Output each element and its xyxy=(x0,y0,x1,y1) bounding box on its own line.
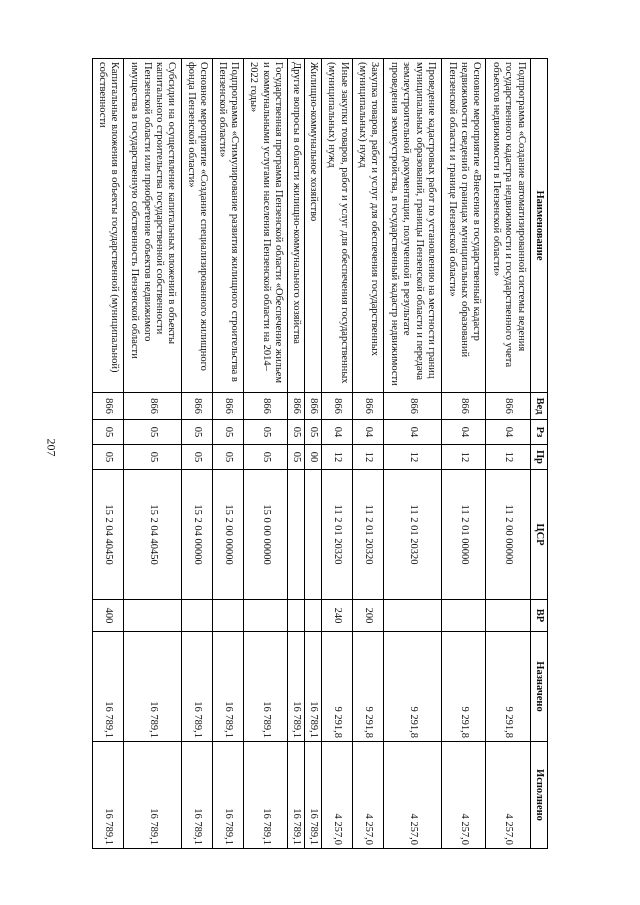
cell-name: Основное мероприятие «Внесение в государственный кадастр недвижимости сведений о границах муниципальных образований Пензенской области и границе Пензенской области» xyxy=(442,59,487,393)
cell-executed: 4 257,0 xyxy=(486,742,531,849)
cell-name: Проведение кадастровых работ по установлению на местности границ муниципальных образований, границы Пензенской области и передача землеустроительной документации, полученной в результате проведения землеустройства, в государственный кадастр недвижимости xyxy=(383,59,441,393)
cell-executed: 16 789,1 xyxy=(212,742,243,849)
cell-assigned: 9 291,8 xyxy=(442,632,487,742)
cell-pr: 05 xyxy=(288,445,305,470)
cell-csr xyxy=(288,470,305,600)
cell-rz: 05 xyxy=(182,420,213,445)
cell-csr: 11 2 00 00000 xyxy=(486,470,531,600)
cell-csr: 11 2 01 20320 xyxy=(322,470,353,600)
cell-pr: 12 xyxy=(353,445,384,470)
cell-executed: 4 257,0 xyxy=(383,742,441,849)
table-row xyxy=(212,59,243,849)
cell-pr: 12 xyxy=(486,445,531,470)
cell-assigned: 16 789,1 xyxy=(288,632,305,742)
table-row xyxy=(383,59,441,849)
page-number: 207 xyxy=(44,438,59,457)
cell-pr: 05 xyxy=(243,445,288,470)
cell-assigned: 16 789,1 xyxy=(93,632,124,742)
cell-name: Иные закупки товаров, работ и услуг для обеспечения государственных (муниципальных) нужд xyxy=(322,59,353,393)
cell-assigned: 16 789,1 xyxy=(182,632,213,742)
cell-ved: 866 xyxy=(383,393,441,420)
cell-name: Государственная программа Пензенской области «Обеспечение жильем и коммунальными услугами населения Пензенской области на 2014–2022 годы» xyxy=(243,59,288,393)
cell-vr: 240 xyxy=(322,600,353,632)
cell-pr: 05 xyxy=(93,445,124,470)
cell-name: Субсидии на осуществление капитальных вложений в объекты капитального строительства государственной собственности Пензенской области или приобретение объектов недвижимого имущества в государственную собственность Пензенской области xyxy=(123,59,181,393)
cell-vr xyxy=(123,600,181,632)
cell-csr: 15 2 04 40450 xyxy=(123,470,181,600)
cell-assigned: 16 789,1 xyxy=(243,632,288,742)
cell-csr: 11 2 01 00000 xyxy=(442,470,487,600)
cell-rz: 05 xyxy=(123,420,181,445)
cell-rz: 04 xyxy=(322,420,353,445)
cell-pr: 12 xyxy=(442,445,487,470)
table-row xyxy=(182,59,213,849)
header-name: Наименование xyxy=(531,59,548,393)
cell-executed: 16 789,1 xyxy=(182,742,213,849)
cell-vr xyxy=(243,600,288,632)
cell-name: Жилищно-коммунальное хозяйство xyxy=(305,59,322,393)
cell-executed: 4 257,0 xyxy=(442,742,487,849)
cell-executed: 16 789,1 xyxy=(123,742,181,849)
cell-ved: 866 xyxy=(212,393,243,420)
cell-name: Подпрограмма «Создание автоматизированной системы ведения государственного кадастра недвижимости и государственного учета объектов недвижимости в Пензенской области» xyxy=(486,59,531,393)
table-row xyxy=(243,59,288,849)
cell-rz: 05 xyxy=(212,420,243,445)
table-header-row xyxy=(531,59,548,849)
cell-pr: 12 xyxy=(383,445,441,470)
header-pr: Пр xyxy=(531,445,548,470)
cell-ved: 866 xyxy=(93,393,124,420)
cell-executed: 4 257,0 xyxy=(322,742,353,849)
cell-name: Другие вопросы в области жилищно-коммунального хозяйства xyxy=(288,59,305,393)
cell-assigned: 9 291,8 xyxy=(322,632,353,742)
cell-ved: 866 xyxy=(442,393,487,420)
cell-vr: 200 xyxy=(353,600,384,632)
cell-assigned: 16 789,1 xyxy=(123,632,181,742)
cell-ved: 866 xyxy=(486,393,531,420)
header-csr: ЦСР xyxy=(531,470,548,600)
cell-pr: 12 xyxy=(322,445,353,470)
cell-ved: 866 xyxy=(288,393,305,420)
cell-vr: 400 xyxy=(93,600,124,632)
cell-rz: 05 xyxy=(93,420,124,445)
cell-ved: 866 xyxy=(182,393,213,420)
cell-csr: 15 0 00 00000 xyxy=(243,470,288,600)
cell-vr xyxy=(288,600,305,632)
cell-rz: 04 xyxy=(442,420,487,445)
cell-csr xyxy=(305,470,322,600)
cell-name: Закупка товаров, работ и услуг для обеспечения государственных (муниципальных) нужд xyxy=(353,59,384,393)
cell-vr xyxy=(442,600,487,632)
cell-csr: 15 2 04 00000 xyxy=(182,470,213,600)
table-row xyxy=(93,59,124,849)
cell-rz: 05 xyxy=(243,420,288,445)
cell-rz: 04 xyxy=(383,420,441,445)
cell-assigned: 9 291,8 xyxy=(353,632,384,742)
cell-ved: 866 xyxy=(322,393,353,420)
cell-rz: 04 xyxy=(353,420,384,445)
table-row xyxy=(288,59,305,849)
cell-name: Основное мероприятие «Создание специализированного жилищного фонда Пензенской области» xyxy=(182,59,213,393)
cell-csr: 11 2 01 20320 xyxy=(383,470,441,600)
cell-vr xyxy=(212,600,243,632)
table-row xyxy=(322,59,353,849)
header-executed: Исполнено xyxy=(531,742,548,849)
cell-ved: 866 xyxy=(123,393,181,420)
cell-pr: 05 xyxy=(212,445,243,470)
cell-executed: 4 257,0 xyxy=(353,742,384,849)
cell-pr: 05 xyxy=(182,445,213,470)
table-row xyxy=(486,59,531,849)
cell-executed: 16 789,1 xyxy=(93,742,124,849)
cell-executed: 16 789,1 xyxy=(305,742,322,849)
cell-rz: 04 xyxy=(486,420,531,445)
cell-vr xyxy=(383,600,441,632)
cell-ved: 866 xyxy=(305,393,322,420)
cell-name: Капитальные вложения в объекты государственной (муниципальной) собственности xyxy=(93,59,124,393)
cell-name: Подпрограмма «Стимулирование развития жилищного строительства в Пензенской области» xyxy=(212,59,243,393)
cell-vr xyxy=(182,600,213,632)
cell-vr xyxy=(305,600,322,632)
cell-assigned: 16 789,1 xyxy=(212,632,243,742)
cell-assigned: 16 789,1 xyxy=(305,632,322,742)
header-rz: Рз xyxy=(531,420,548,445)
cell-executed: 16 789,1 xyxy=(288,742,305,849)
header-assigned: Назначено xyxy=(531,632,548,742)
table-row xyxy=(353,59,384,849)
table-row xyxy=(442,59,487,849)
cell-pr: 05 xyxy=(123,445,181,470)
cell-csr: 11 2 01 20320 xyxy=(353,470,384,600)
cell-assigned: 9 291,8 xyxy=(383,632,441,742)
cell-vr xyxy=(486,600,531,632)
cell-rz: 05 xyxy=(288,420,305,445)
header-ved: Вед xyxy=(531,393,548,420)
cell-csr: 15 2 00 00000 xyxy=(212,470,243,600)
cell-pr: 00 xyxy=(305,445,322,470)
cell-ved: 866 xyxy=(243,393,288,420)
table-row xyxy=(123,59,181,849)
rotated-table-container xyxy=(92,58,548,848)
cell-executed: 16 789,1 xyxy=(243,742,288,849)
cell-rz: 05 xyxy=(305,420,322,445)
table-row xyxy=(305,59,322,849)
budget-table xyxy=(92,58,548,849)
cell-assigned: 9 291,8 xyxy=(486,632,531,742)
cell-ved: 866 xyxy=(353,393,384,420)
cell-csr: 15 2 04 40450 xyxy=(93,470,124,600)
header-vr: ВР xyxy=(531,600,548,632)
